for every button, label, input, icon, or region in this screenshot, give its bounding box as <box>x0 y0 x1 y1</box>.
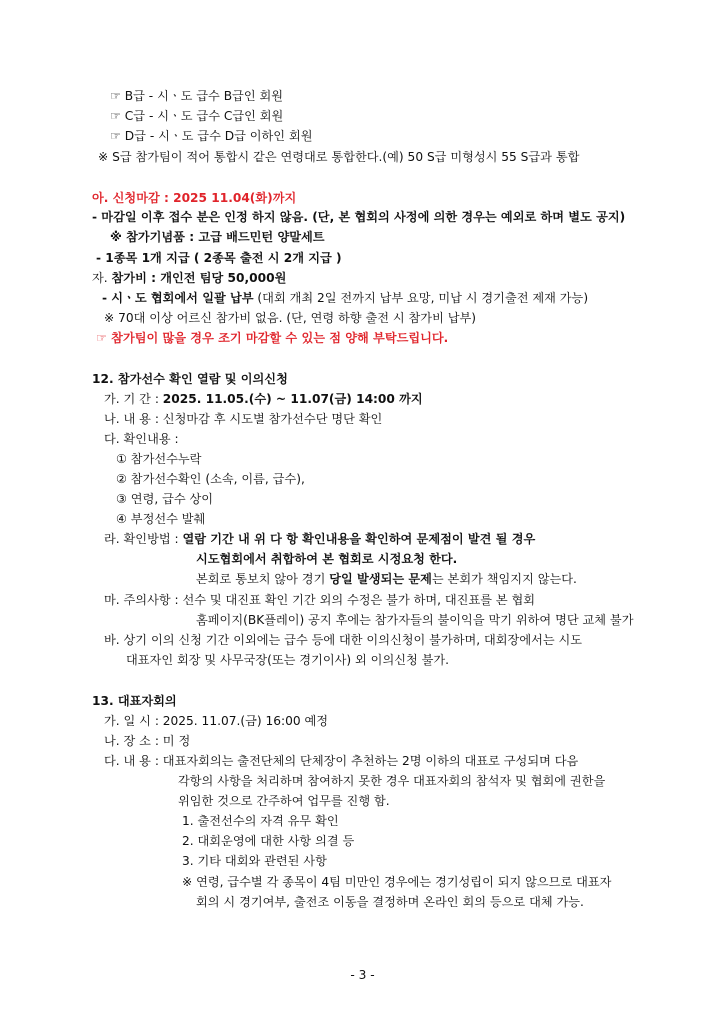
grade-c-line: ☞ C급 - 시ㆍ도 급수 C급인 회원 <box>110 109 284 123</box>
meeting-date: 가. 일 시 : 2025. 11.07.(금) 16:00 예정 <box>104 714 329 728</box>
check-item: ③ 연령, 급수 상이 <box>116 492 214 506</box>
inspection-period <box>104 391 423 407</box>
check-method-line-3a: 본회로 통보치 않아 경기 <box>196 572 330 586</box>
fee-heading <box>92 270 286 286</box>
caution-line-1: 마. 주의사항 : 선수 및 대진표 확인 기간 외의 수정은 불가 하며, 대진표를 본 협회 <box>104 593 536 607</box>
meeting-content-line-3: 위임한 것으로 간주하여 업무를 진행 함. <box>178 794 390 808</box>
check-method-line-3b: 당일 발생되는 문제 <box>329 572 432 586</box>
meeting-place: 나. 장 소 : 미 정 <box>104 734 191 748</box>
check-method-line-2: 시도협회에서 취합하여 본 협회로 시정요청 한다. <box>196 552 458 566</box>
check-method-label: 라. 확인방법 : <box>104 532 183 546</box>
senior-fee-note: ※ 70대 이상 어르신 참가비 없음. (단, 연령 하향 출전 시 참가비 납부) <box>104 311 477 325</box>
section-13-title: 13. 대표자회의 <box>92 694 177 708</box>
fee-payment-detail: (대회 개최 2일 전까지 납부 요망, 미납 시 경기출전 제재 가능) <box>253 291 589 305</box>
grade-b-line: ☞ B급 - 시ㆍ도 급수 B급인 회원 <box>110 89 284 103</box>
inspection-period-value: 2025. 11.05.(수) ~ 11.07(금) 14:00 까지 <box>162 392 423 406</box>
late-registration-rule: - 마감일 이후 접수 분은 인정 하지 않음. (단, 본 협회의 사정에 의한 경우는 예외로 하며 별도 공지) <box>92 210 626 224</box>
registration-deadline-heading: 아. 신청마감 : 2025 11.04(화)까지 <box>92 191 297 205</box>
caution-line-2: 홈페이지(BK플레이) 공지 후에는 참가자들의 불이익을 막기 위하여 명단 교체 불가 <box>196 613 634 627</box>
meeting-note-line-1: ※ 연령, 급수별 각 종목이 4팀 미만인 경우에는 경기성립이 되지 않으므로 대표자 <box>182 875 612 889</box>
check-method-line-1 <box>104 531 535 547</box>
page-number: - 3 - <box>350 968 375 982</box>
check-item: ④ 부정선수 발췌 <box>116 512 206 526</box>
participation-gift: ※ 참가기념품 : 고급 배드민턴 양말세트 <box>110 230 325 244</box>
meeting-note-line-2: 회의 시 경기여부, 출전조 이동을 결정하며 온라인 회의 등으로 대체 가능. <box>196 895 584 909</box>
check-method-text-1: 열람 기간 내 위 다 항 확인내용을 확인하여 문제점이 발견 될 경우 <box>182 532 536 546</box>
inspection-period-label: 가. 기 간 : <box>104 392 163 406</box>
grade-merge-note: ※ S급 참가팀이 적어 통합시 같은 연령대로 통합한다.(예) 50 S급 미형성시 55 S급과 통합 <box>98 150 580 164</box>
check-item: ① 참가선수누락 <box>116 452 202 466</box>
fee-heading-text: 참가비 : 개인전 팀당 50,000원 <box>111 271 287 285</box>
grade-d-line: ☞ D급 - 시ㆍ도 급수 D급 이하인 회원 <box>110 129 313 143</box>
fee-payment-line <box>102 290 588 306</box>
check-method-line-3 <box>196 571 577 587</box>
early-close-warning: ☞ 참가팀이 많을 경우 조기 마감할 수 있는 점 양해 부탁드립니다. <box>96 331 449 345</box>
check-item: ② 참가선수확인 (소속, 이름, 급수), <box>116 472 305 486</box>
inspection-content: 나. 내 용 : 신청마감 후 시도별 참가선수단 명단 확인 <box>104 412 383 426</box>
meeting-item: 3. 기타 대회와 관련된 사항 <box>182 854 327 868</box>
meeting-content-line-1: 다. 내 용 : 대표자회의는 출전단체의 단체장이 추천하는 2명 이하의 대표로 구성되며 다음 <box>104 754 579 768</box>
fee-payment-bold: - 시ㆍ도 협회에서 일괄 납부 <box>102 291 254 305</box>
objection-line-1: 바. 상기 이의 신청 기간 이외에는 급수 등에 대한 이의신청이 불가하며, 대회장에서는 시도 <box>104 633 583 647</box>
fee-heading-prefix: 자. <box>92 271 112 285</box>
objection-line-2: 대표자인 회장 및 사무국장(또는 경기이사) 외 이의신청 불가. <box>126 653 450 667</box>
gift-distribution-rule: - 1종목 1개 지급 ( 2종목 출전 시 2개 지급 ) <box>96 251 342 265</box>
check-items-label: 다. 확인내용 : <box>104 432 179 446</box>
meeting-content-line-2: 각항의 사항을 처리하며 참여하지 못한 경우 대표자회의 참석자 및 협회에 권한을 <box>178 774 606 788</box>
meeting-item: 2. 대회운영에 대한 사항 의결 등 <box>182 834 355 848</box>
check-method-line-3c: 는 본회가 책임지지 않는다. <box>431 572 577 586</box>
meeting-item: 1. 출전선수의 자격 유무 확인 <box>182 814 339 828</box>
section-12-title: 12. 참가선수 확인 열람 및 이의신청 <box>92 372 288 386</box>
